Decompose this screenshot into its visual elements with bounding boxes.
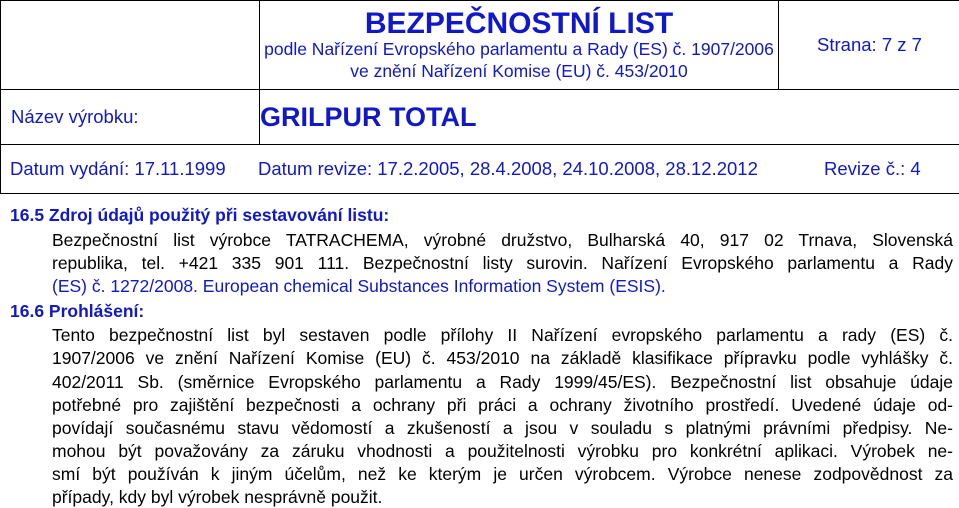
dates-cell [1,145,959,194]
regulation-line-2: ve znění Nařízení Komise (EU) č. 453/2010 [260,60,778,84]
section-16-6-heading: 16.6 Prohlášení: [10,300,144,322]
section-16-6-line-3: 402/2011 Sb. (směrnice Evropského parlamentu a Rady 1999/45/ES). Bezpečnostní list obsahuje údaje [52,371,953,393]
regulation-line-1: podle Nařízení Evropského parlamentu a Rady (ES) č. 1907/2006 [260,38,778,60]
header-title-row [1,1,959,90]
section-16-5-line-3: (ES) č. 1272/2008. European chemical Substances Information System (ESIS). [52,275,666,297]
section-16-6-line-1: Tento bezpečnostní list byl sestaven podle přílohy II Nařízení evropského parlamentu a rady (ES) č. [52,324,953,346]
section-16-6-line-6: mohou být považovány za záruku vhodnosti a použitelnosti výrobku pro konkrétní aplikaci. Výrobek ne- [52,440,953,462]
section-16-5-heading: 16.5 Zdroj údajů použitý při sestavování listu: [10,204,389,226]
revision-dates: Datum revize: 17.2.2005, 28.4.2008, 24.10.2008, 28.12.2012 [258,158,824,180]
page-number: Strana: 7 z 7 [779,1,959,90]
section-16-6-line-7: smí být používán k jiným účelům, než ke kterým je určen výrobcem. Výrobce nenese zodpovědnost za [52,463,953,485]
product-row [1,90,959,145]
section-16-5-line-2: republika, tel. +421 335 901 111. Bezpečnostní listy surovin. Nařízení Evropského parlamentu a Rady [52,252,953,274]
section-16-6-line-4: potřebné pro zajištění bezpečnosti a ochrany při práci a ochrany životního prostředí. Uvedené údaje od- [52,394,953,416]
sds-header-table [0,0,959,194]
revision-number: Revize č.: 4 [824,158,921,180]
section-16-6-line-8: případy, kdy byl výrobek nesprávně použit. [52,486,382,508]
header-empty-cell [1,1,260,90]
section-16-6-line-5: povídají současnému stavu vědomostí a zkušeností a jsou v souladu s platnými právními předpisy. Ne- [52,417,953,439]
product-name: GRILPUR TOTAL [260,90,959,145]
issue-date: Datum vydání: 17.11.1999 [10,158,258,180]
section-16-6-line-2: 1907/2006 ve znění Nařízení Komise (EU) č. 453/2010 na základě klasifikace přípravku podle vyhlášky č. [52,347,953,369]
header-title-cell [260,1,779,90]
document-title: BEZPEČNOSTNÍ LIST [260,6,778,38]
section-16-5-line-1: Bezpečnostní list výrobce TATRACHEMA, výrobné družstvo, Bulharská 40, 917 02 Trnava, Slovenská [52,229,953,251]
dates-row [1,145,959,194]
product-label: Název výrobku: [1,90,260,145]
